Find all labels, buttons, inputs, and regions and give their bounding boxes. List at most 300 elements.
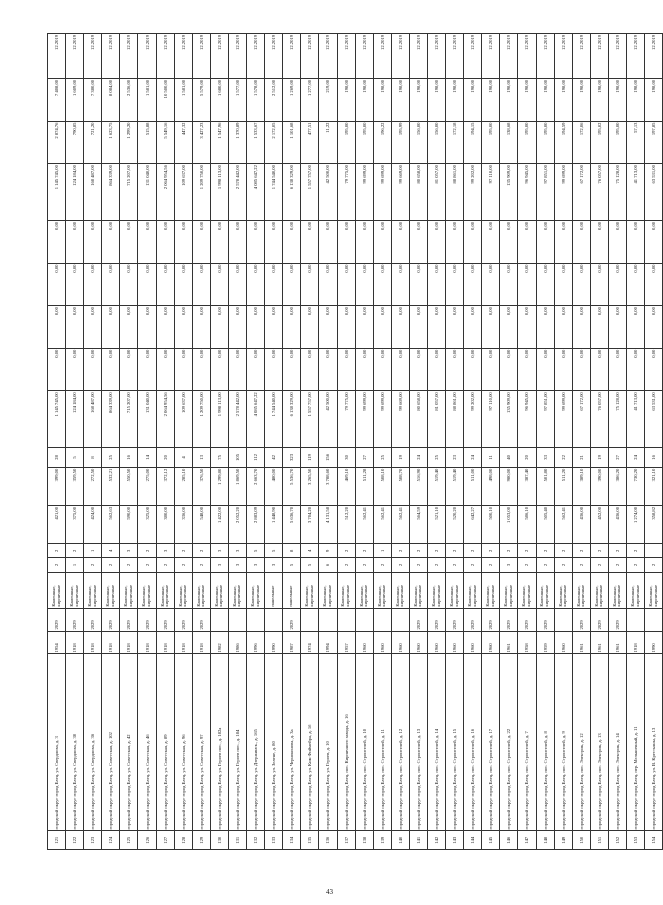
- cell-build-year: 1987: [283, 631, 301, 654]
- table-row: [174, 34, 192, 850]
- table-row: [572, 34, 590, 850]
- cell-floors: 2: [446, 544, 464, 558]
- cell-floors: 2: [48, 544, 66, 558]
- cell-fund-federal: 0,00: [355, 306, 373, 349]
- table-row: [482, 34, 500, 850]
- cell-living-area: 3 788,60: [319, 467, 337, 505]
- cell-floors: 2: [66, 544, 84, 558]
- cell-total-area: 421,00: [48, 505, 66, 543]
- cell-living-area: 285,10: [174, 467, 192, 505]
- cell-fund-federal: 0,00: [536, 306, 554, 349]
- cell-floors: 4: [301, 544, 319, 558]
- cell-cost-limit: 2 512,00: [265, 78, 283, 121]
- cell-fund-federal: 0,00: [645, 306, 663, 349]
- table-row: [554, 34, 572, 850]
- rotated-table-sheet: [47, 33, 658, 850]
- cell-completion-date: 12.2019: [409, 34, 427, 79]
- cell-cost-per-sqm: 195,00: [518, 121, 536, 164]
- cell-residents: 24: [409, 448, 427, 468]
- cell-fund-federal: 0,00: [500, 306, 518, 349]
- cell-address: городской округ город Елец, пос. Строителей, д. 11: [373, 654, 391, 831]
- cell-wall-material: Каменные, кирпичные: [464, 572, 482, 608]
- cell-fund-regional: 0,00: [645, 348, 663, 391]
- cell-cost-per-sqm: 1 547,96: [210, 121, 228, 164]
- cell-build-year: 1958: [518, 631, 536, 654]
- cell-residents: 40: [500, 448, 518, 468]
- cell-completion-date: 12.2019: [337, 34, 355, 79]
- cell-living-area: 321,10: [645, 467, 663, 505]
- cell-wall-material: Каменные, кирпичные: [446, 572, 464, 608]
- cell-total-area: 505,40: [536, 505, 554, 543]
- cell-fund-federal: 0,00: [391, 306, 409, 349]
- cell-row-number: 143: [446, 831, 464, 850]
- cell-fund-owners: 0,00: [446, 220, 464, 263]
- cell-cost-per-sqm: 195,00: [482, 121, 500, 164]
- cell-residents: 75: [210, 448, 228, 468]
- cell-living-area: 532,21: [102, 467, 120, 505]
- cell-fund-local: 0,00: [391, 263, 409, 306]
- cell-completion-date: 12.2019: [283, 34, 301, 79]
- cell-completion-date: 12.2019: [319, 34, 337, 79]
- cell-entrances: 2: [337, 558, 355, 572]
- cell-address: городской округ город Елец, пос. Строителей, д. 13: [409, 654, 427, 831]
- cell-entrances: 2: [138, 558, 156, 572]
- cell-fund-regional: 0,00: [192, 348, 210, 391]
- cell-total-cost: 135 909,00: [500, 391, 518, 448]
- cell-entrances: 3: [210, 558, 228, 572]
- cell-completion-date: 12.2019: [627, 34, 645, 79]
- cell-floors: 2: [337, 544, 355, 558]
- cell-planned-year: 2029: [66, 608, 84, 631]
- cell-row-number: 130: [210, 831, 228, 850]
- cell-planned-year: [319, 608, 337, 631]
- cell-address: городской округ город Елец, ул. Советская, д. 46: [138, 654, 156, 831]
- cell-row-number: 137: [337, 831, 355, 850]
- cell-residents: 20: [156, 448, 174, 468]
- cell-address: городской округ город Елец, ул. Советская, д. 89: [156, 654, 174, 831]
- cell-fund-owners: 0,00: [283, 220, 301, 263]
- cell-fund-owners: 0,00: [337, 220, 355, 263]
- cell-planned-year: [355, 608, 373, 631]
- table-row: [228, 34, 246, 850]
- cell-row-number: 138: [355, 831, 373, 850]
- cell-address: городской округ город Елец, пос. Строителей, д. 22: [500, 654, 518, 831]
- cell-fund-owners: 0,00: [319, 220, 337, 263]
- cell-cost-limit: 198,00: [645, 78, 663, 121]
- cell-residents: 27: [608, 448, 626, 468]
- cell-entrances: 2: [446, 558, 464, 572]
- cell-fund-local: 0,00: [138, 263, 156, 306]
- cell-fund-local: 0,00: [427, 263, 445, 306]
- cell-fund-owners: 0,00: [427, 220, 445, 263]
- cell-total-cost: 88 861,00: [446, 391, 464, 448]
- cell-residents: 5: [66, 448, 84, 468]
- cell-build-year: 1961: [500, 631, 518, 654]
- cell-fund-regional: 0,00: [102, 348, 120, 391]
- cell-completion-date: 12.2019: [590, 34, 608, 79]
- cell-fund-local: 0,00: [482, 263, 500, 306]
- cell-fund-federal: 0,00: [482, 306, 500, 349]
- cell-entrances: 2: [391, 558, 409, 572]
- cell-entrances: 5: [301, 558, 319, 572]
- cell-entrances: 2: [590, 558, 608, 572]
- cell-living-area: 275,00: [138, 467, 156, 505]
- cell-address: городской округ город Елец, пос. Строителей, д. 14: [427, 654, 445, 831]
- cell-address: городской округ город Елец, ул. Советская, д. 96: [174, 654, 192, 831]
- table-row: [355, 34, 373, 850]
- cell-fund-regional: 0,00: [427, 348, 445, 391]
- cell-total-area: 1 274,00: [627, 505, 645, 543]
- cell-entrances: 2: [554, 558, 572, 572]
- cell-entrances: 3: [500, 558, 518, 572]
- cell-residents: 16: [120, 448, 138, 468]
- cell-cost-limit: 10 500,00: [156, 78, 174, 121]
- cell-planned-year: 2029: [192, 608, 210, 631]
- cell-fund-local: 0,00: [48, 263, 66, 306]
- cell-row-number: 146: [500, 831, 518, 850]
- cell-fund-regional: 0,00: [301, 348, 319, 391]
- cell-build-year: 1961: [572, 631, 590, 654]
- cell-owners-funds: 75 128,00: [608, 164, 626, 221]
- cell-cost-per-sqm: 790,85: [66, 121, 84, 164]
- cell-fund-local: 0,00: [120, 263, 138, 306]
- cell-owners-funds: 97 851,00: [536, 164, 554, 221]
- cell-planned-year: 2029: [102, 608, 120, 631]
- cell-cost-limit: 198,00: [608, 78, 626, 121]
- cell-row-number: 135: [301, 831, 319, 850]
- cell-cost-limit: 1 609,00: [66, 78, 84, 121]
- cell-cost-per-sqm: 194,15: [464, 121, 482, 164]
- cell-residents: 8: [84, 448, 102, 468]
- cell-fund-local: 0,00: [265, 263, 283, 306]
- cell-wall-material: Каменные, кирпичные: [482, 572, 500, 608]
- cell-address: городской округ город Елец, ул. Советская, д. 102: [102, 654, 120, 831]
- cell-residents: 14: [138, 448, 156, 468]
- cell-residents: 33: [536, 448, 554, 468]
- cell-owners-funds: 715 207,00: [120, 164, 138, 221]
- cell-build-year: 1982: [210, 631, 228, 654]
- cell-fund-regional: 0,00: [265, 348, 283, 391]
- cell-total-area: 642,27: [464, 505, 482, 543]
- cell-address: городской округ город Елец, пос. Строителей, д. 17: [482, 654, 500, 831]
- cell-floors: 2: [138, 544, 156, 558]
- cell-floors: 2: [500, 544, 518, 558]
- cell-entrances: 1: [66, 558, 84, 572]
- cell-completion-date: 12.2019: [645, 34, 663, 79]
- cell-entrances: 3: [265, 558, 283, 572]
- cell-build-year: 1961: [590, 631, 608, 654]
- cell-floors: 2: [482, 544, 500, 558]
- cell-cost-per-sqm: 156,00: [427, 121, 445, 164]
- cell-total-cost: 97 851,00: [536, 391, 554, 448]
- cell-planned-year: 2029: [156, 608, 174, 631]
- cell-build-year: 1990: [265, 631, 283, 654]
- cell-completion-date: 12.2019: [373, 34, 391, 79]
- cell-fund-regional: 0,00: [283, 348, 301, 391]
- cell-build-year: 1918: [627, 631, 645, 654]
- cell-residents: 13: [192, 448, 210, 468]
- cell-owners-funds: 99 699,00: [355, 164, 373, 221]
- cell-fund-owners: 0,00: [391, 220, 409, 263]
- cell-row-number: 149: [554, 831, 572, 850]
- cell-address: городской округ город Елец, ул. Свердлова, д. 36: [84, 654, 102, 831]
- cell-cost-per-sqm: 172,18: [446, 121, 464, 164]
- cell-address: городской округ город Елец, пос. Строителей, д. 16: [464, 654, 482, 831]
- cell-living-area: 508,70: [391, 467, 409, 505]
- cell-fund-local: 0,00: [66, 263, 84, 306]
- cell-residents: 42: [265, 448, 283, 468]
- cell-build-year: 1918: [120, 631, 138, 654]
- cell-fund-local: 0,00: [301, 263, 319, 306]
- cell-fund-federal: 0,00: [337, 306, 355, 349]
- cell-completion-date: 12.2019: [210, 34, 228, 79]
- cell-fund-owners: 0,00: [66, 220, 84, 263]
- cell-fund-owners: 0,00: [120, 220, 138, 263]
- cell-owners-funds: 1 209 750,00: [192, 164, 210, 221]
- cell-cost-limit: 5 579,00: [192, 78, 210, 121]
- cell-floors: 3: [210, 544, 228, 558]
- cell-cost-per-sqm: 5 549,16: [156, 121, 174, 164]
- cell-fund-local: 0,00: [446, 263, 464, 306]
- cell-wall-material: Каменные, кирпичные: [590, 572, 608, 608]
- cell-total-area: 562,63: [102, 505, 120, 543]
- cell-fund-federal: 0,00: [446, 306, 464, 349]
- cell-cost-limit: 1 269,00: [283, 78, 301, 121]
- cell-entrances: 2: [627, 558, 645, 572]
- cell-owners-funds: 864 339,00: [102, 164, 120, 221]
- cell-cost-limit: 198,00: [337, 78, 355, 121]
- cell-cost-per-sqm: 447,32: [174, 121, 192, 164]
- cell-entrances: 2: [373, 558, 391, 572]
- cell-total-cost: 75 128,00: [608, 391, 626, 448]
- cell-fund-local: 0,00: [536, 263, 554, 306]
- cell-wall-material: Каменные, кирпичные: [138, 572, 156, 608]
- cell-completion-date: 12.2019: [355, 34, 373, 79]
- cell-owners-funds: 99 669,00: [391, 164, 409, 221]
- cell-completion-date: 12.2019: [48, 34, 66, 79]
- cell-fund-local: 0,00: [319, 263, 337, 306]
- cell-entrances: 2: [409, 558, 427, 572]
- cell-residents: 24: [464, 448, 482, 468]
- cell-fund-owners: 0,00: [192, 220, 210, 263]
- cell-fund-federal: 0,00: [518, 306, 536, 349]
- cell-fund-regional: 0,00: [391, 348, 409, 391]
- cell-fund-regional: 0,00: [536, 348, 554, 391]
- cell-fund-local: 0,00: [572, 263, 590, 306]
- cell-build-year: 1960: [427, 631, 445, 654]
- cell-address: городской округ город Елец, пос. Электрик, д. 12: [572, 654, 590, 831]
- cell-fund-regional: 0,00: [337, 348, 355, 391]
- cell-total-area: 548,00: [192, 505, 210, 543]
- table-row: [265, 34, 283, 850]
- cell-cost-limit: 1 581,00: [138, 78, 156, 121]
- cell-cost-per-sqm: 195,00: [608, 121, 626, 164]
- cell-planned-year: 2029: [518, 608, 536, 631]
- cell-living-area: 389,10: [572, 467, 590, 505]
- cell-owners-funds: 1 998 113,00: [210, 164, 228, 221]
- cell-fund-regional: 0,00: [228, 348, 246, 391]
- cell-total-area: 2 883,09: [247, 505, 265, 543]
- cell-floors: 2: [536, 544, 554, 558]
- cell-living-area: 511,28: [355, 467, 373, 505]
- cell-living-area: 5 536,70: [283, 467, 301, 505]
- cell-owners-funds: 67 172,00: [572, 164, 590, 221]
- cell-cost-limit: 198,00: [482, 78, 500, 121]
- cell-residents: 27: [355, 448, 373, 468]
- cell-row-number: 139: [373, 831, 391, 850]
- cell-wall-material: Каменные, кирпичные: [427, 572, 445, 608]
- cell-entrances: 5: [283, 558, 301, 572]
- cell-floors: 2: [174, 544, 192, 558]
- cell-fund-local: 0,00: [156, 263, 174, 306]
- cell-owners-funds: 2 578 442,00: [228, 164, 246, 221]
- cell-build-year: 1986: [228, 631, 246, 654]
- cell-living-area: 1 869,50: [228, 467, 246, 505]
- cell-total-cost: 99 699,00: [373, 391, 391, 448]
- cell-total-area: 375,00: [66, 505, 84, 543]
- cell-fund-regional: 0,00: [554, 348, 572, 391]
- cell-planned-year: 2029: [120, 608, 138, 631]
- cell-total-area: 325,00: [138, 505, 156, 543]
- cell-completion-date: 12.2019: [192, 34, 210, 79]
- cell-total-cost: 864 339,00: [102, 391, 120, 448]
- cell-owners-funds: 135 909,00: [500, 164, 518, 221]
- cell-living-area: 519,40: [427, 467, 445, 505]
- cell-entrances: 3: [247, 558, 265, 572]
- cell-fund-local: 0,00: [590, 263, 608, 306]
- cell-planned-year: 2029: [608, 608, 626, 631]
- cell-living-area: 501,80: [536, 467, 554, 505]
- cell-completion-date: 12.2019: [554, 34, 572, 79]
- cell-fund-regional: 0,00: [247, 348, 265, 391]
- cell-floors: 1: [84, 544, 102, 558]
- cell-fund-local: 0,00: [373, 263, 391, 306]
- cell-planned-year: 2029: [283, 608, 301, 631]
- cell-cost-limit: 198,00: [409, 78, 427, 121]
- cell-cost-limit: 198,00: [627, 78, 645, 121]
- cell-row-number: 142: [427, 831, 445, 850]
- cell-total-area: 590,00: [120, 505, 138, 543]
- cell-residents: 20: [518, 448, 536, 468]
- cell-total-area: 562,41: [373, 505, 391, 543]
- cell-total-cost: 81 057,00: [427, 391, 445, 448]
- cell-fund-federal: 0,00: [373, 306, 391, 349]
- cell-cost-limit: 1 577,00: [228, 78, 246, 121]
- cell-total-cost: 1 209 750,00: [192, 391, 210, 448]
- cell-planned-year: [265, 608, 283, 631]
- cell-fund-regional: 0,00: [66, 348, 84, 391]
- cell-planned-year: 2029: [84, 608, 102, 631]
- cell-cost-per-sqm: 2 172,05: [265, 121, 283, 164]
- cell-cost-per-sqm: 515,88: [138, 121, 156, 164]
- cell-cost-limit: 198,00: [391, 78, 409, 121]
- cell-entrances: 2: [608, 558, 626, 572]
- cell-wall-material: Каменные, кирпичные: [355, 572, 373, 608]
- cell-total-area: 521,10: [427, 505, 445, 543]
- table-row: [446, 34, 464, 850]
- cell-fund-owners: 0,00: [572, 220, 590, 263]
- cell-completion-date: 12.2019: [138, 34, 156, 79]
- cell-fund-regional: 0,00: [319, 348, 337, 391]
- cell-fund-federal: 0,00: [84, 306, 102, 349]
- cell-total-area: 520,20: [446, 505, 464, 543]
- cell-living-area: 387,40: [518, 467, 536, 505]
- cell-wall-material: Каменные, кирпичные: [210, 572, 228, 608]
- cell-cost-per-sqm: 138,68: [500, 121, 518, 164]
- cell-row-number: 129: [192, 831, 210, 850]
- cell-fund-federal: 0,00: [464, 306, 482, 349]
- cell-fund-regional: 0,00: [518, 348, 536, 391]
- cell-row-number: 145: [482, 831, 500, 850]
- cell-owners-funds: 96 945,00: [518, 164, 536, 221]
- cell-residents: 11: [482, 448, 500, 468]
- cell-cost-per-sqm: 195,00: [536, 121, 554, 164]
- table-row: [627, 34, 645, 850]
- cell-planned-year: 2029: [464, 608, 482, 631]
- table-row: [536, 34, 554, 850]
- cell-total-area: 380,00: [156, 505, 174, 543]
- cell-total-cost: 99 699,00: [355, 391, 373, 448]
- cell-completion-date: 12.2019: [66, 34, 84, 79]
- cell-living-area: 386,20: [608, 467, 626, 505]
- cell-row-number: 153: [627, 831, 645, 850]
- cell-owners-funds: 1 145 745,00: [48, 164, 66, 221]
- cell-cost-limit: 1 581,00: [174, 78, 192, 121]
- cell-total-area: 586,10: [518, 505, 536, 543]
- cell-planned-year: [554, 608, 572, 631]
- cell-total-cost: 1 557 757,00: [301, 391, 319, 448]
- cell-fund-local: 0,00: [554, 263, 572, 306]
- cell-cost-per-sqm: 1 370,89: [228, 121, 246, 164]
- cell-floors: 3: [228, 544, 246, 558]
- cell-planned-year: [301, 608, 319, 631]
- cell-floors: 2: [427, 544, 445, 558]
- cell-residents: 24: [627, 448, 645, 468]
- cell-cost-limit: 8 084,00: [102, 78, 120, 121]
- cell-row-number: 128: [174, 831, 192, 850]
- cell-cost-per-sqm: 195,99: [391, 121, 409, 164]
- cell-planned-year: [627, 608, 645, 631]
- cell-total-cost: 99 699,00: [554, 391, 572, 448]
- cell-fund-federal: 0,00: [627, 306, 645, 349]
- cell-fund-federal: 0,00: [48, 306, 66, 349]
- cell-completion-date: 12.2019: [446, 34, 464, 79]
- cell-cost-per-sqm: 57,13: [627, 121, 645, 164]
- cell-floors: [645, 544, 663, 558]
- table-row: [645, 34, 663, 850]
- cell-row-number: 126: [138, 831, 156, 850]
- cell-completion-date: 12.2019: [247, 34, 265, 79]
- cell-fund-federal: 0,00: [156, 306, 174, 349]
- cell-row-number: 123: [84, 831, 102, 850]
- cell-row-number: 127: [156, 831, 174, 850]
- cell-cost-per-sqm: 195,00: [337, 121, 355, 164]
- table-row: [120, 34, 138, 850]
- cell-residents: 16: [645, 448, 663, 468]
- cell-completion-date: 12.2019: [120, 34, 138, 79]
- cell-fund-regional: 0,00: [572, 348, 590, 391]
- cell-fund-owners: 0,00: [409, 220, 427, 263]
- cell-floors: 5: [247, 544, 265, 558]
- cell-total-area: 1 053,00: [500, 505, 518, 543]
- cell-build-year: 1959: [536, 631, 554, 654]
- cell-fund-federal: 0,00: [301, 306, 319, 349]
- cell-row-number: 147: [518, 831, 536, 850]
- table-row: [283, 34, 301, 850]
- cell-row-number: 144: [464, 831, 482, 850]
- cell-total-area: 562,41: [355, 505, 373, 543]
- cell-fund-owners: 0,00: [138, 220, 156, 263]
